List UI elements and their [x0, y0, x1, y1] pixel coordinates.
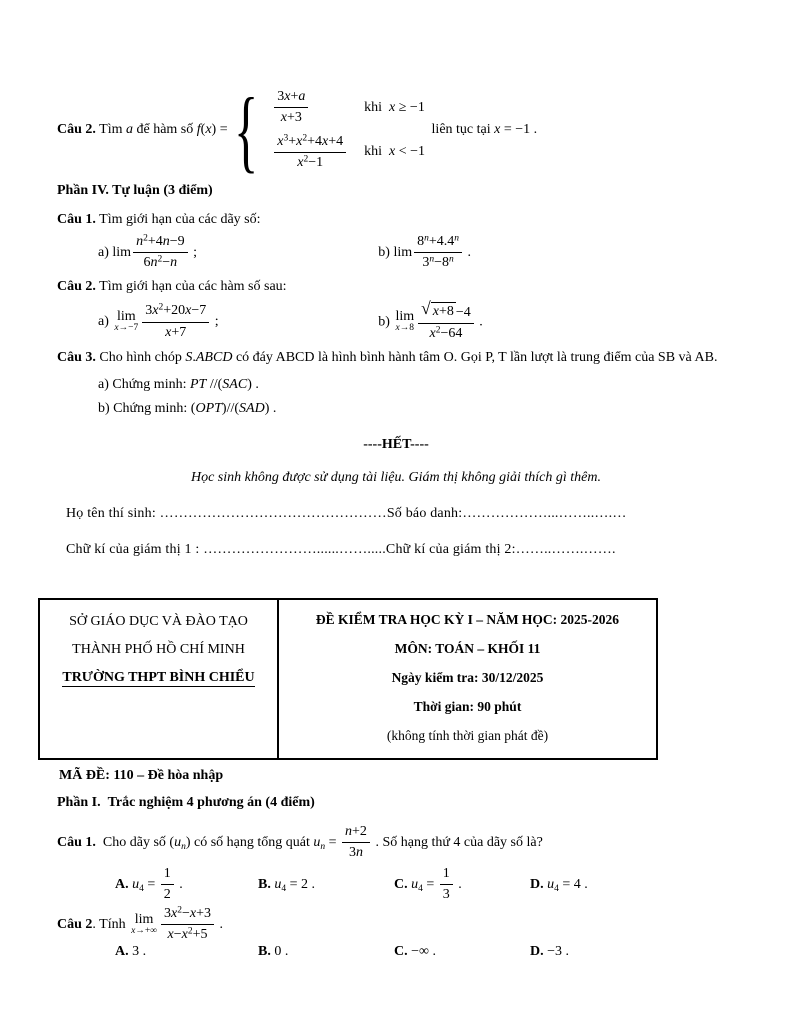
issuer-cell — [39, 599, 278, 759]
proctor-signature-line: Chữ kí của giám thị 1 : ……………………......…….....Chữ kí của giám thị 2:……..…….……. — [66, 541, 616, 557]
issuer-city: THÀNH PHỐ HỒ CHÍ MINH — [72, 641, 245, 657]
question-continuity: Câu 2. Tìm a để hàm số f(x) = { $\frac{3x+a}{x+3}$ khi x ≥ −1 $\frac{x^3+x^2+4x+4}{x^2-1}$ khi x < −1 liên tục tại x = −1 . — [57, 79, 538, 181]
phan1-cau1-text: Câu 1. Cho dãy số $(u_n)$ có số hạng tổng quát $u_n$ = $\frac{n+2}{3n}$ . Số hạng thứ 4 của dãy số là? — [57, 823, 543, 861]
exam-duration-note: (không tính thời gian phát đề) — [386, 727, 549, 743]
phan1-cau2-options — [57, 944, 735, 960]
option-c: C. $u_4$ = $\frac{1}{3}$ . — [394, 866, 462, 903]
section-heading-phan4: Phần IV. Tự luận (3 điểm) — [57, 183, 213, 198]
phan4-cau1-parts — [57, 234, 735, 271]
end-marker: ----HẾT---- — [363, 436, 429, 452]
exam-header-table — [38, 598, 658, 760]
phan4-cau3-part-b: b) Chứng minh: (OPT)//(SAD) . — [98, 401, 277, 417]
exam-header-row — [39, 599, 657, 759]
exam-title: ĐỀ KIỂM TRA HỌC KỲ I – NĂM HỌC: 2025-2026 — [315, 611, 620, 627]
phan4-cau2-part-b: b) lim x→8 √ x+8 −4 $x^2-64$ . — [378, 297, 483, 342]
school-name: TRƯỜNG THPT BÌNH CHIỂU — [62, 669, 255, 685]
phan4-cau2-label: Câu 2. Tìm giới hạn của các hàm số sau: — [57, 279, 287, 295]
section-heading-phan1: Phần I. Trắc nghiệm 4 phương án (4 điểm) — [57, 795, 315, 811]
exam-duration: Thời gian: 90 phút — [413, 698, 522, 714]
phan4-cau1-part-b: b) lim $\frac{8^n+4.4^n}{3^n-8^n}$ . — [378, 233, 472, 271]
issuer-department: SỞ GIÁO DỤC VÀ ĐÀO TẠO — [69, 613, 248, 629]
option-a: A. 3 . — [115, 944, 147, 960]
option-c: C. −∞ . — [394, 944, 437, 960]
exam-title-cell — [278, 599, 657, 759]
phan1-cau2-text: Câu 2. Tính lim x→+∞ $\frac{3x^2-x+3}{x-x^2+5}$ . — [57, 906, 223, 943]
phan4-cau2-parts — [57, 297, 735, 342]
student-name-line: Họ tên thí sinh: …………………………………………Số báo danh:………………...……..….… — [66, 505, 627, 521]
option-a: A. $u_4$ = $\frac{1}{2}$ . — [115, 866, 183, 903]
option-d: D. −3 . — [530, 944, 570, 960]
exam-code: MÃ ĐỀ: 110 – Đề hòa nhập — [59, 767, 224, 783]
phan4-cau2-part-a: a) lim x→−7 $\frac{3x^2+20x-7}{x+7}$ ; — [98, 303, 219, 340]
exam-rules-note: Học sinh không được sử dụng tài liệu. Giám thị không giải thích gì thêm. — [190, 469, 602, 485]
phan4-cau1-part-a: a) lim $\frac{n^2+4n-9}{6n^2-n}$ ; — [98, 233, 198, 271]
exam-subject: MÔN: TOÁN – KHỐI 11 — [394, 640, 541, 656]
phan4-cau3-text: Câu 3. Cho hình chóp S.ABCD có đáy ABCD là hình bình hành tâm O. Gọi P, T lần lượt là trung điểm của SB và AB. — [57, 350, 718, 366]
option-b: B. $u_4 = 2$ . — [258, 876, 315, 894]
exam-date: Ngày kiểm tra: 30/12/2025 — [391, 669, 544, 685]
option-d: D. $u_4 = 4$ . — [530, 876, 588, 894]
phan4-cau1-label: Câu 1. Tìm giới hạn của các dãy số: — [57, 211, 261, 227]
phan1-cau1-options — [57, 866, 735, 903]
phan4-cau3-part-a: a) Chứng minh: PT //(SAC) . — [98, 376, 259, 392]
option-b: B. 0 . — [258, 944, 289, 960]
